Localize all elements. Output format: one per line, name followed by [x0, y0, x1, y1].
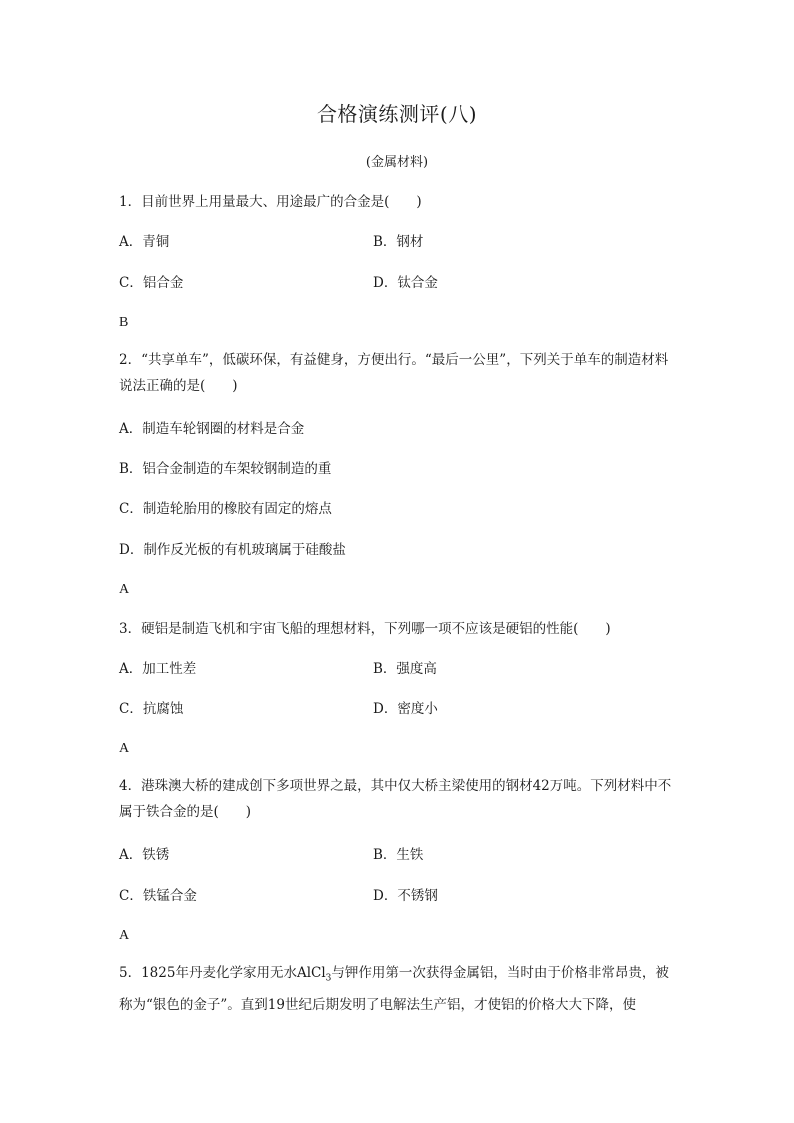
question-3-option-d: D．密度小 — [373, 701, 438, 717]
question-4-answer: A — [119, 928, 130, 943]
question-4-option-c: C．铁锰合金 — [119, 888, 197, 904]
question-2-option-c: C．制造轮胎用的橡胶有固定的熔点 — [119, 501, 332, 517]
question-5-stem-rest: 与钾作用第一次获得金属铝，当时由于价格非常昂贵，被称为“银色的金子”。直到19世纪后期发明了电解法生产铝，才使铝的价格大大下降，使 — [119, 965, 669, 1013]
question-2-answer: A — [119, 582, 130, 597]
question-1-answer: B — [119, 315, 129, 330]
page-subtitle: (金属材料) — [365, 155, 429, 170]
question-4-option-d: D．不锈钢 — [373, 888, 438, 904]
question-5-stem-start: 5．1825年丹麦化学家用无水 — [119, 965, 297, 981]
question-3-option-c: C．抗腐蚀 — [119, 701, 184, 717]
question-3-option-a: A．加工性差 — [119, 661, 197, 677]
question-5-stem — [119, 960, 679, 1018]
question-4-option-b: B．生铁 — [373, 847, 424, 863]
question-4-option-a: A．铁锈 — [119, 847, 170, 863]
question-2-option-a: A．制造车轮钢圈的材料是合金 — [119, 421, 305, 437]
question-2-option-b: B．铝合金制造的车架较钢制造的重 — [119, 461, 332, 477]
page-title: 合格演练测评(八) — [316, 102, 478, 126]
question-2-option-d: D．制作反光板的有机玻璃属于硅酸盐 — [119, 542, 346, 558]
chemical-formula-subscript: 3 — [325, 973, 332, 984]
question-4-stem: 4．港珠澳大桥的建成创下多项世界之最，其中仅大桥主梁使用的钢材42万吨。下列材料中不属于铁合金的是( ) — [119, 778, 672, 820]
question-1-option-a: A．青铜 — [119, 234, 170, 250]
question-1-option-c: C．铝合金 — [119, 275, 184, 291]
question-3-option-b: B．强度高 — [373, 661, 437, 677]
question-2-stem: 2．“共享单车”，低碳环保，有益健身，方便出行。“最后一公里”，下列关于单车的制造材料说法正确的是( ) — [119, 352, 669, 394]
question-3-answer: A — [119, 741, 130, 756]
chemical-formula: AlCl — [296, 965, 326, 981]
question-1-stem: 1．目前世界上用量最大、用途最广的合金是( ) — [119, 194, 422, 210]
question-1-option-b: B．钢材 — [373, 234, 424, 250]
question-3-stem: 3．硬铝是制造飞机和宇宙飞船的理想材料，下列哪一项不应该是硬铝的性能( ) — [119, 621, 611, 637]
question-1-option-d: D．钛合金 — [373, 275, 438, 291]
